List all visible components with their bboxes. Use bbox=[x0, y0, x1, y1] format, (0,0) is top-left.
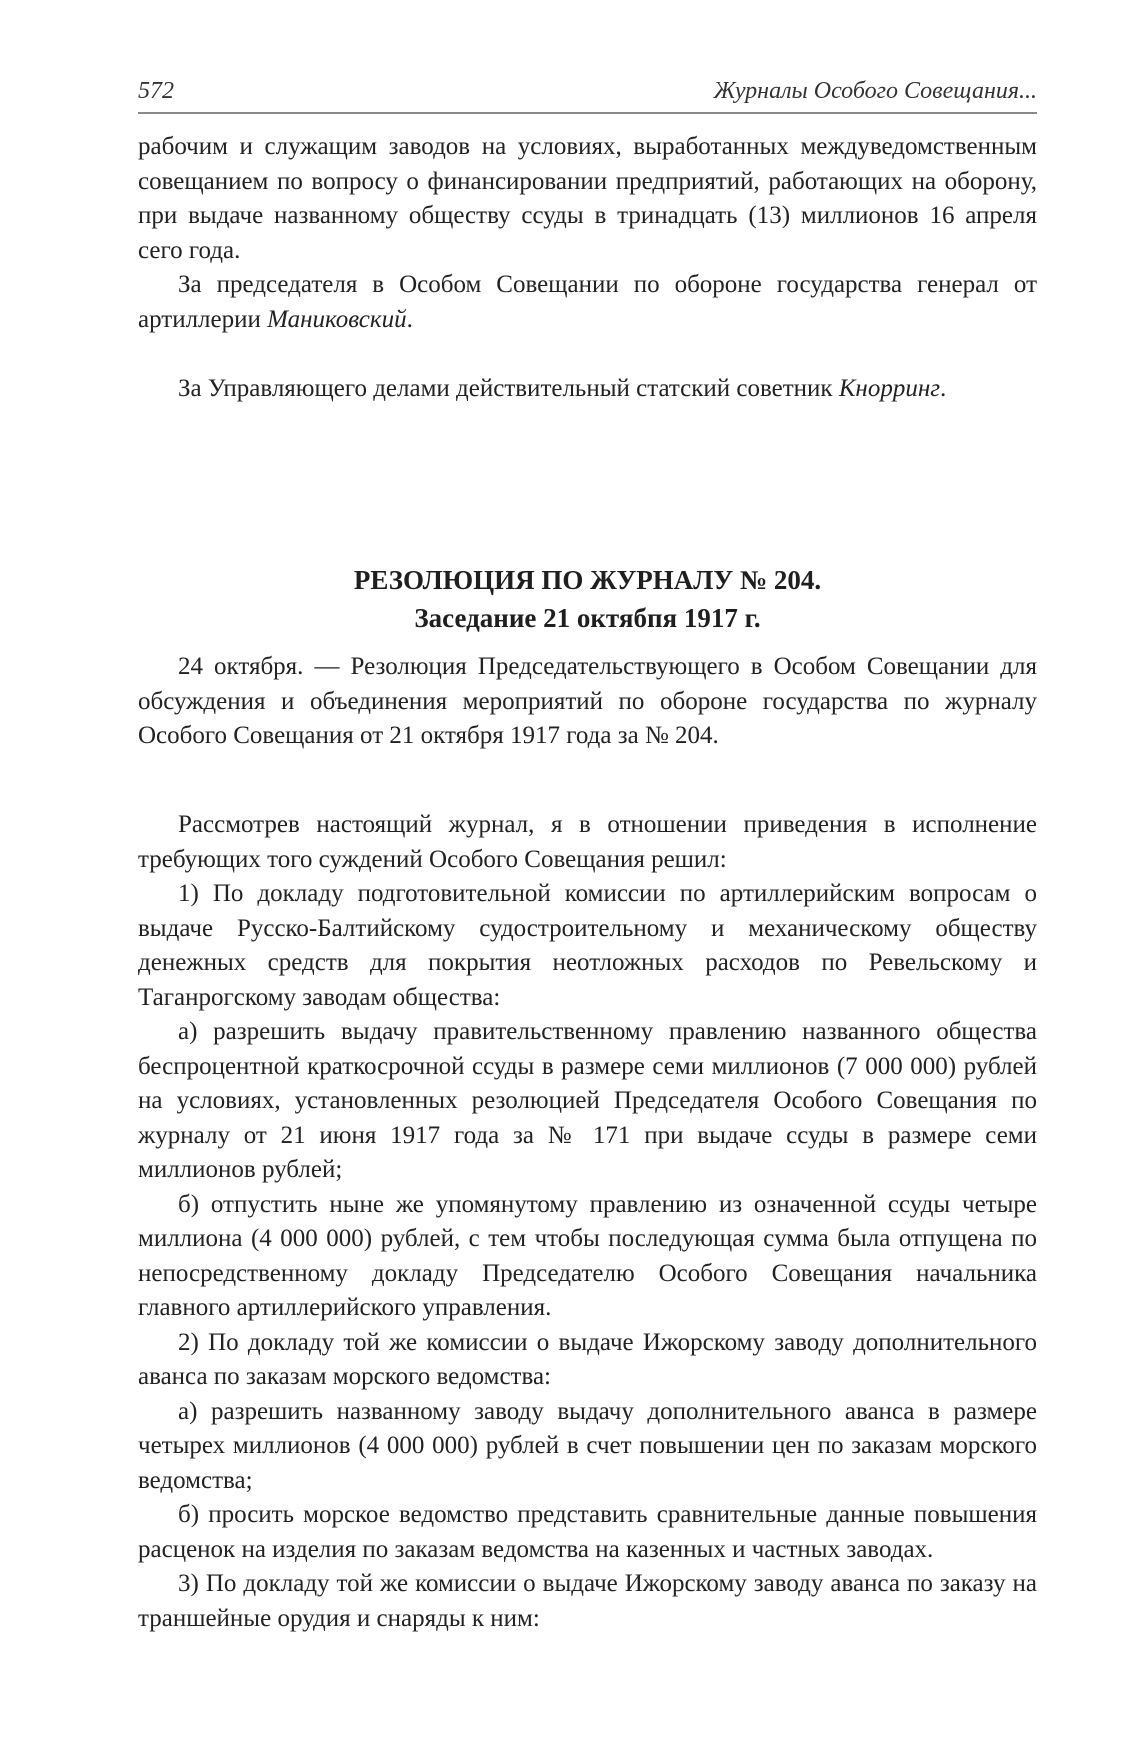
paragraph: 2) По докладу той же комиссии о выдаче Ижорскому заводу дополнительного аванса по заказам морского ведомства: bbox=[138, 1328, 1037, 1390]
signature-prefix: За Управляющего делами действительный статский советник bbox=[178, 375, 839, 402]
section-title: РЕЗОЛЮЦИЯ ПО ЖУРНАЛУ № 204. bbox=[353, 565, 822, 595]
paragraph: Рассмотрев настоящий журнал, я в отношении приведения в исполнение требующих того суждений Особого Совещания решил: bbox=[138, 811, 1037, 873]
signature-name: Маниковский bbox=[267, 305, 407, 333]
paragraph: а) разрешить выдачу правительственному правлению названного общества беспроцентной краткосрочной ссуды в размере семи миллионов (7 000 000) рублей на условиях, установленных резолюцией Председателя Особого Совещания по журналу от 21 июня 1917 года за № 171 при выдаче ссуды в размере семи миллионов рублей; bbox=[138, 1018, 1037, 1183]
paragraph: 1) По докладу подготовительной комиссии по артиллерийским вопросам о выдаче Русско-Балтийскому судостроительному и механическому обществу денежных средств для покрытия неотложных расходов по Ревельскому и Таганрогскому заводам общества: bbox=[138, 880, 1037, 1011]
paragraph: б) просить морское ведомство представить сравнительные данные повышения расценок на изделия по заказам ведомства на казенных и частных заводах. bbox=[138, 1501, 1037, 1563]
intro-text: 24 октября. — Резолюция Председательствующего в Особом Совещании для обсуждения и объединения мероприятий по обороне государства по журналу Особого Совещания от 21 октября 1917 года за № 204. bbox=[138, 653, 1037, 749]
paragraph: 3) По докладу той же комиссии о выдаче Ижорскому заводу аванса по заказу на траншейные орудия и снаряды к ним: bbox=[138, 1570, 1037, 1632]
resolution-body bbox=[138, 808, 1037, 1636]
section-heading bbox=[138, 561, 1037, 637]
header-rule bbox=[138, 112, 1037, 114]
paragraph: б) отпустить ныне же упомянутому правлению из означенной ссуды четыре миллиона (4 000 000) рублей, с тем чтобы последующая сумма была отпущена по непосредственному докладу Председателю Особого Совещания начальника главного артиллерийского управления. bbox=[138, 1190, 1037, 1321]
page-number: 572 bbox=[138, 78, 174, 104]
signature-manager: За Управляющего делами действительный статский советник Кнорринг. bbox=[178, 375, 947, 402]
continuation-paragraph bbox=[138, 130, 1037, 268]
section-subtitle: Заседание 21 октябпя 1917 г. bbox=[414, 603, 761, 633]
signature-chairman: За председателя в Особом Совещании по обороне государства генерал от артиллерии Маниковский. bbox=[138, 271, 1037, 333]
signature-prefix: За председателя в Особом Совещании по обороне государства генерал от артиллерии bbox=[138, 271, 1037, 333]
continuation-text: рабочим и служащим заводов на условиях, выработанных междуведомственным совещанием по вопросу о финансировании предприятий, работающих на оборону, при выдаче названному обществу ссуды в тринадцать (13) миллионов 16 апреля сего года. bbox=[138, 133, 1037, 264]
running-head bbox=[138, 78, 1037, 110]
intro-paragraph bbox=[138, 650, 1037, 754]
paragraph: а) разрешить названному заводу выдачу дополнительного аванса в размере четырех миллионов (4 000 000) рублей в счет повышении цен по заказам морского ведомства; bbox=[138, 1397, 1037, 1494]
signature-name: Кнорринг bbox=[838, 375, 940, 402]
running-title: Журналы Особого Совещания... bbox=[713, 78, 1037, 104]
